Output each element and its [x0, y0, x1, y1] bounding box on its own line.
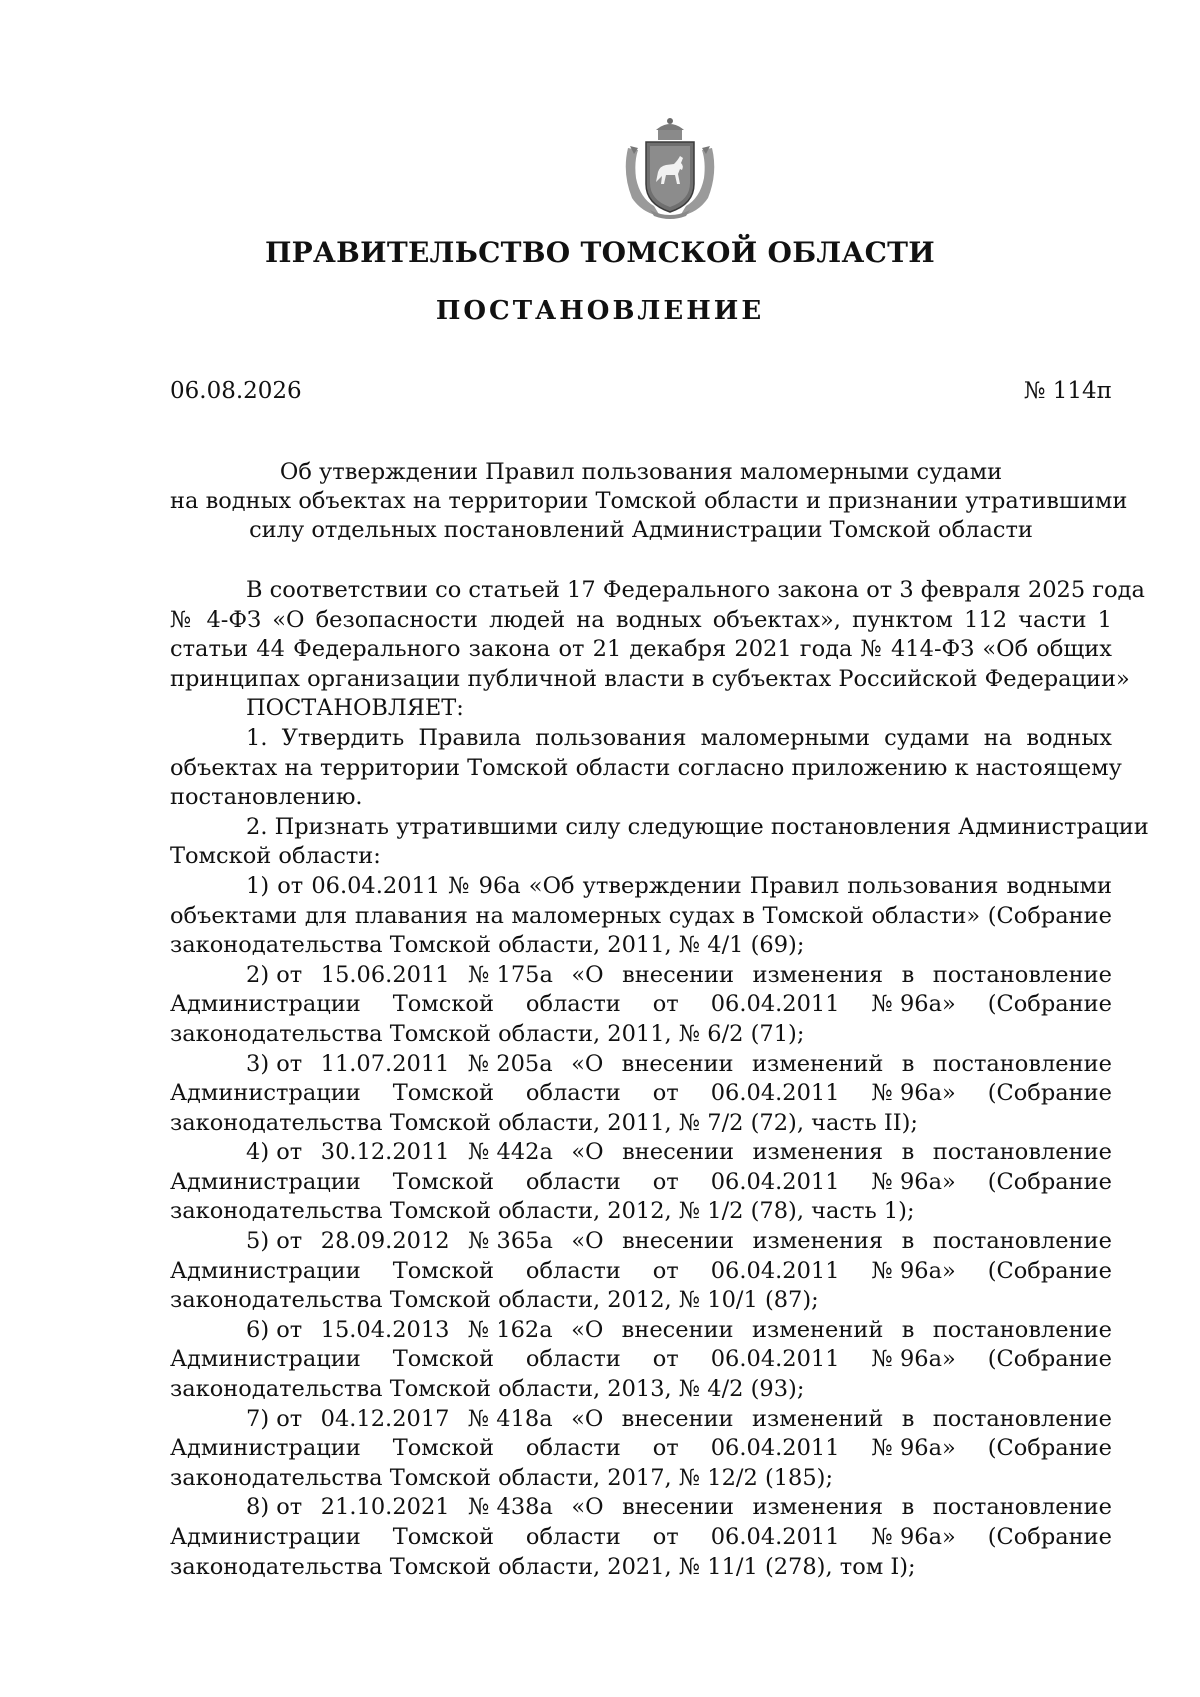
- word: 4) от: [246, 1139, 303, 1166]
- word: изменений: [751, 1405, 884, 1432]
- word: Администрации: [170, 1168, 361, 1195]
- word: Томской: [392, 1346, 494, 1373]
- word: изменения: [752, 1228, 884, 1255]
- text-line: [170, 1079, 1112, 1109]
- text-line: [170, 1257, 1112, 1287]
- word: (Собрание: [987, 1435, 1112, 1462]
- word: в: [901, 1494, 915, 1521]
- word: (Собрание: [987, 1346, 1112, 1373]
- word: «О: [571, 961, 604, 988]
- word: № 96а»: [871, 1257, 956, 1284]
- word: Администрации: [170, 1346, 361, 1373]
- word: области: [525, 1435, 621, 1462]
- word: 06.04.2011: [710, 1346, 840, 1373]
- word: Томской: [392, 1435, 494, 1462]
- word: 15.06.2011: [320, 961, 450, 988]
- document-date: 06.08.2026: [170, 378, 302, 404]
- item-2: [170, 813, 1149, 872]
- word: Администрации: [170, 1080, 361, 1107]
- sub-item: [170, 1050, 1112, 1139]
- text-line: [170, 1227, 1112, 1257]
- word: постановление: [932, 1494, 1112, 1521]
- title-line: силу отдельных постановлений Администрации Томской области: [249, 517, 1033, 543]
- word: № 96а»: [871, 1168, 956, 1195]
- word: № 96а»: [871, 991, 956, 1018]
- word: № 96а»: [871, 1346, 956, 1373]
- word: внесении: [621, 1405, 734, 1432]
- text-line: объектами для плавания на маломерных судах в Томской области» (Собрание: [170, 902, 1112, 929]
- word: Администрации: [170, 1257, 361, 1284]
- word: 30.12.2011: [320, 1139, 450, 1166]
- text-line: 1) от 06.04.2011 № 96а «Об утверждении Правил пользования водными: [246, 872, 1112, 899]
- word: постановление: [932, 961, 1112, 988]
- word: от: [652, 1168, 679, 1195]
- text-line: В соответствии со статьей 17 Федерального закона от 3 февраля 2025 года: [246, 577, 1145, 603]
- word: внесении: [622, 1228, 734, 1255]
- text-line: 1. Утвердить Правила пользования маломерными судами на водных: [246, 724, 1112, 751]
- word: Администрации: [170, 991, 361, 1018]
- word: (Собрание: [987, 1168, 1112, 1195]
- word: постановление: [932, 1050, 1112, 1077]
- text-line: № 4-ФЗ «О безопасности людей на водных объектах», пунктом 112 части 1: [170, 606, 1112, 633]
- text-line: законодательства Томской области, 2011, № 7/2 (72), часть II);: [170, 1109, 918, 1136]
- word: Томской: [392, 1257, 494, 1284]
- title-line: на водных объектах на территории Томской области и признании утратившими: [170, 488, 1128, 514]
- word: постановление: [932, 1139, 1112, 1166]
- sub-item: [170, 1493, 1112, 1582]
- text-line: статьи 44 Федерального закона от 21 декабря 2021 года № 414-ФЗ «Об общих: [170, 636, 1112, 663]
- word: изменений: [751, 1050, 884, 1077]
- word: в: [901, 1050, 915, 1077]
- title-line: Об утверждении Правил пользования маломерными судами: [279, 459, 1003, 485]
- word: «О: [571, 1494, 604, 1521]
- word: «О: [571, 1050, 604, 1077]
- word: 11.07.2011: [320, 1050, 450, 1077]
- word: (Собрание: [987, 1524, 1112, 1550]
- sub-items-list: [170, 961, 1112, 1582]
- word: (Собрание: [987, 1257, 1112, 1284]
- word: внесении: [621, 1316, 734, 1343]
- word: № 96а»: [871, 1435, 956, 1462]
- word: № 418а: [467, 1405, 553, 1432]
- word: от: [652, 1524, 679, 1550]
- word: в: [901, 1139, 915, 1166]
- word: изменения: [752, 1139, 884, 1166]
- text-line: [170, 990, 1112, 1020]
- sub-item-1: [170, 872, 1112, 961]
- word: 06.04.2011: [710, 1168, 840, 1195]
- word: постановление: [932, 1405, 1112, 1432]
- word: внесении: [621, 1050, 734, 1077]
- word: 28.09.2012: [320, 1228, 450, 1255]
- word: 06.04.2011: [710, 1257, 840, 1284]
- word: 7) от: [246, 1405, 303, 1432]
- word: 6) от: [246, 1316, 303, 1343]
- word: № 96а»: [871, 1080, 956, 1107]
- word: от: [652, 1346, 679, 1373]
- word: 5) от: [246, 1228, 303, 1255]
- word: № 175а: [468, 961, 553, 988]
- text-line: [170, 1050, 1112, 1080]
- word: 8) от: [246, 1494, 303, 1521]
- tomsk-coat-of-arms-icon: [620, 118, 720, 222]
- word: от: [652, 1435, 679, 1462]
- word: Томской: [392, 991, 494, 1018]
- word: внесении: [622, 961, 734, 988]
- text-line: 2. Признать утратившими силу следующие постановления Администрации: [246, 813, 1149, 840]
- resolves-heading: ПОСТАНОВЛЯЕТ:: [246, 695, 464, 722]
- word: Администрации: [170, 1524, 361, 1550]
- word: «О: [571, 1228, 604, 1255]
- word: области: [525, 1080, 621, 1107]
- word: Томской: [392, 1080, 494, 1107]
- word: 06.04.2011: [710, 1435, 840, 1462]
- document-type: ПОСТАНОВЛЕНИЕ: [435, 296, 765, 326]
- text-line: постановлению.: [170, 784, 363, 811]
- word: № 365а: [468, 1228, 553, 1255]
- word: в: [901, 1228, 915, 1255]
- word: области: [525, 991, 621, 1018]
- word: Администрации: [170, 1435, 361, 1462]
- word: (Собрание: [987, 1080, 1112, 1107]
- sub-item: [170, 1316, 1112, 1405]
- text-line: [170, 1138, 1112, 1168]
- word: от: [652, 1257, 679, 1284]
- word: 2) от: [246, 961, 303, 988]
- word: области: [525, 1524, 621, 1550]
- word: № 442а: [468, 1139, 553, 1166]
- text-line: [170, 961, 1112, 991]
- word: «О: [571, 1139, 604, 1166]
- text-line: [170, 1493, 1112, 1523]
- text-line: законодательства Томской области, 2012, № 10/1 (87);: [170, 1287, 819, 1314]
- text-line: [170, 1168, 1112, 1198]
- word: от: [652, 991, 679, 1018]
- sub-item: [170, 1227, 1112, 1316]
- word: изменений: [751, 1316, 884, 1343]
- word: изменения: [752, 1494, 884, 1521]
- document-title: [170, 458, 1128, 545]
- word: области: [525, 1346, 621, 1373]
- word: в: [901, 961, 915, 988]
- text-line: законодательства Томской области, 2011, № 4/1 (69);: [170, 932, 805, 959]
- word: в: [901, 1316, 915, 1343]
- text-line: Томской области:: [170, 843, 381, 870]
- text-line: законодательства Томской области, 2012, № 1/2 (78), часть 1);: [170, 1198, 915, 1225]
- word: постановление: [932, 1316, 1112, 1343]
- word: внесении: [622, 1494, 734, 1521]
- text-line: [170, 1434, 1112, 1464]
- word: изменения: [752, 961, 884, 988]
- word: (Собрание: [987, 991, 1112, 1018]
- word: области: [525, 1257, 621, 1284]
- word: Томской: [392, 1524, 494, 1550]
- word: постановление: [932, 1228, 1112, 1255]
- word: № 438а: [468, 1494, 553, 1521]
- word: 04.12.2017: [320, 1405, 450, 1432]
- word: в: [901, 1405, 915, 1432]
- word: 21.10.2021: [320, 1494, 450, 1521]
- word: 06.04.2011: [710, 1080, 840, 1107]
- word: 06.04.2011: [710, 1524, 840, 1550]
- word: 06.04.2011: [710, 991, 840, 1018]
- word: 15.04.2013: [320, 1316, 450, 1343]
- organization-name: ПРАВИТЕЛЬСТВО ТОМСКОЙ ОБЛАСТИ: [264, 236, 936, 269]
- text-line: [170, 1316, 1112, 1346]
- word: «О: [571, 1316, 604, 1343]
- word: внесении: [622, 1139, 734, 1166]
- text-line: законодательства Томской области, 2011, № 6/2 (71);: [170, 1020, 805, 1047]
- text-line: [170, 1345, 1112, 1375]
- text-line: объектах на территории Томской области согласно приложению к настоящему: [170, 754, 1122, 781]
- word: № 96а»: [871, 1524, 956, 1550]
- word: № 205а: [467, 1050, 553, 1077]
- sub-item: [170, 1138, 1112, 1227]
- text-line: законодательства Томской области, 2013, № 4/2 (93);: [170, 1376, 805, 1403]
- word: № 162а: [467, 1316, 553, 1343]
- word: 3) от: [246, 1050, 303, 1077]
- text-line: принципах организации публичной власти в субъектах Российской Федерации»: [170, 665, 1130, 692]
- word: Томской: [392, 1168, 494, 1195]
- word: от: [652, 1080, 679, 1107]
- text-line: законодательства Томской области, 2017, № 12/2 (185);: [170, 1464, 834, 1491]
- text-line: [170, 1523, 1112, 1553]
- text-line: [170, 1405, 1112, 1435]
- word: «О: [571, 1405, 604, 1432]
- word: области: [525, 1168, 621, 1195]
- text-line: законодательства Томской области, 2021, № 11/1 (278), том I);: [170, 1553, 916, 1580]
- document-number: № 114п: [1023, 378, 1112, 404]
- preamble: [170, 576, 1145, 694]
- sub-item: [170, 961, 1112, 1050]
- sub-item: [170, 1405, 1112, 1494]
- item-1: [170, 724, 1122, 813]
- document-body: [170, 576, 1149, 1582]
